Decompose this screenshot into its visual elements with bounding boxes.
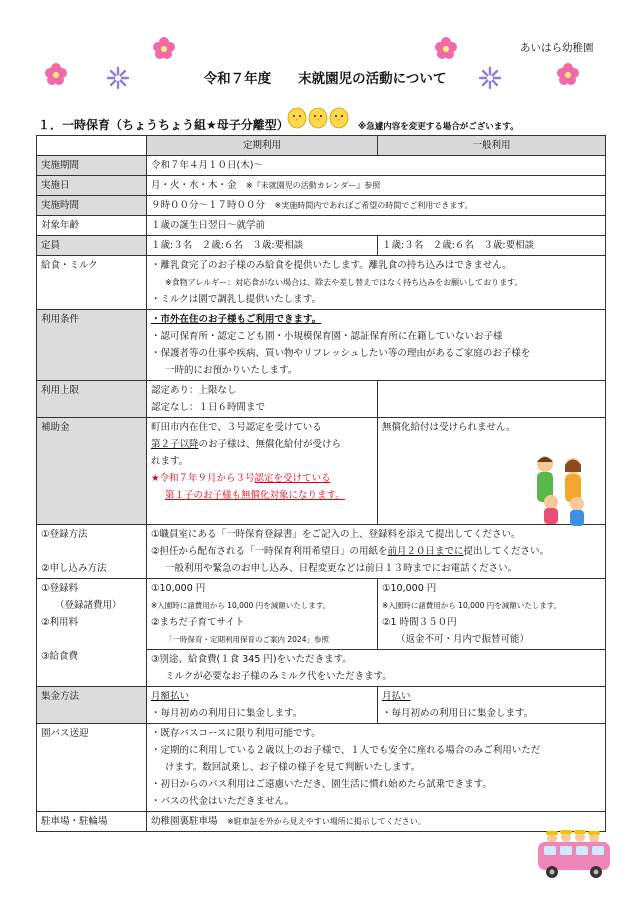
header-blank (37, 136, 147, 156)
bus-line: ・既存バスコースに限り利用可能です。 (151, 728, 321, 739)
registration-cell (147, 525, 606, 579)
subsidy-line: 第１子のお子様も無償化対象になります。 (165, 490, 345, 501)
conditions-line: ・保護者等の仕事や疾病、買い物やリフレッシュしたい等の理由があるご家庭のお子様を (151, 348, 531, 359)
meal-allergy-note: ※食物アレルギー：対応食がない場合は、除去や差し替えではなく持ち込みをお願いしております。 (165, 278, 523, 287)
conditions-line: ・市外在住のお子様もご利用できます。 (151, 314, 322, 325)
table-row (37, 156, 606, 176)
flower-icon (152, 36, 176, 60)
row-label: 実施期間 (37, 156, 147, 176)
table-row (37, 381, 606, 418)
parking-cell (147, 812, 606, 832)
bus-line: ・初日からのバス利用はご遠慮いただき、園生活に慣れ始めたら試乗できます。 (151, 779, 492, 790)
row-label: ②申し込み方法 (41, 563, 107, 574)
subsidy-line: 町田市内在住で、３号認定を受けている (151, 422, 322, 433)
conditions-cell (147, 310, 606, 381)
fee-value: ②1 時間３５０円 (382, 617, 457, 628)
flower-icon (556, 62, 580, 86)
row-label: ②利用料 (41, 617, 79, 628)
table-row (37, 256, 606, 310)
row-label: 園バス送迎 (37, 724, 147, 812)
meal-fee-line: ミルクが必要なお子様のみミルク代をいただきます。 (165, 671, 392, 682)
parking-note: ※駐車証を外から見えやすい場所に掲示してください。 (227, 817, 426, 826)
meal-line: ・離乳食完了のお子様のみ給食を提供いたします。離乳食の持ち込みはできません。 (151, 260, 512, 271)
header-general: 一般利用 (378, 136, 606, 156)
row-label: 給食・ミルク (37, 256, 147, 310)
fees-general (378, 579, 606, 650)
limit-general (378, 381, 606, 418)
time-cell (147, 196, 606, 216)
bus-cell (147, 724, 606, 812)
row-label: 集金方法 (37, 687, 147, 724)
parking-value: 幼稚園裏駐車場 (151, 816, 218, 827)
table-row (37, 216, 606, 236)
age-value: １歳の誕生日翌日～就学前 (147, 216, 606, 236)
subsidy-line (151, 470, 373, 487)
table-row (37, 687, 606, 724)
row-label: ①登録方法 (41, 529, 88, 540)
days-value: 月・火・水・木・金 (151, 180, 237, 191)
row-label: 定員 (37, 236, 147, 256)
table-row (37, 724, 606, 812)
fees-regular (147, 579, 378, 650)
bus-line: ・バスの代金はいただきません。 (151, 796, 295, 807)
row-label: （登録諸費用） (55, 600, 122, 611)
row-label: 実施時間 (37, 196, 147, 216)
section-heading: １．一時保育（ちょうちょう組★母子分離型） (38, 118, 289, 132)
meal-line: ・ミルクは園で調乳し提供いたします。 (151, 294, 322, 305)
time-value: ９時００分～１７時００分 (151, 200, 266, 211)
star-flower-icon (106, 66, 130, 90)
collection-title: 月払い (382, 691, 411, 702)
fee-note: ※入園時に諸費用から 10,000 円を減額いたします。 (151, 601, 331, 610)
row-label: 対象年齢 (37, 216, 147, 236)
period-value: 令和７年４月１０日(木)～ (147, 156, 606, 176)
meal-fee-line: ③別途、給食費(１食 345 円)をいただきます。 (151, 654, 352, 665)
table-row (37, 525, 606, 579)
limit-cell (147, 381, 378, 418)
registration-text: ②担任から配布される「一時保育利用希望日」の用紙を (151, 546, 388, 557)
registration-text: 提出してください。 (463, 546, 550, 557)
table-row (37, 196, 606, 216)
school-bus-illustration (534, 830, 614, 880)
section-note: ※急遽内容を変更する場合がございます。 (358, 122, 519, 132)
registration-line (151, 543, 601, 560)
time-note: ※実施時間内であればご希望の時間でご利用できます。 (274, 201, 473, 210)
limit-line: 認定なし：１日６時間まで (151, 402, 266, 413)
table-row (37, 236, 606, 256)
row-label: ①登録料 (41, 583, 79, 594)
conditions-line: 一時的にお預かりいたします。 (165, 365, 298, 376)
registration-labels (37, 525, 147, 579)
row-label: 実施日 (37, 176, 147, 196)
limit-line: 認定あり：上限なし (151, 385, 237, 396)
chicks-illustration (286, 104, 350, 130)
table-row (37, 579, 606, 650)
bus-line: けます。数回試乗し、お子様の様子を見て判断いたします。 (165, 762, 420, 773)
row-label: 利用条件 (37, 310, 147, 381)
subsidy-general: 無償化給付は受けられません。 (378, 418, 606, 525)
registration-line: ①職員室にある「一時保育登録書」をご記入の上、登録料を添えて提出してください。 (151, 529, 521, 540)
fee-note: （返金不可・月内で振替可能） (396, 634, 530, 645)
conditions-line: ・認可保育所・認定こども園・小規模保育園・認証保育所に在籍していないお子様 (151, 331, 503, 342)
subsidy-line (151, 436, 373, 453)
collection-regular (147, 687, 378, 724)
table-header-row (37, 136, 606, 156)
meal-fee-cell (147, 650, 606, 687)
bus-line: ・定期的に利用している２歳以上のお子様で、１人でも安全に座れる場合のみご利用いただ (151, 745, 541, 756)
header-regular: 定期利用 (147, 136, 378, 156)
page-title: 令和７年度 末就園児の活動について (203, 71, 447, 87)
family-illustration (521, 450, 601, 530)
capacity-regular: １歳:３名 ２歳:６名 ３歳:要相談 (147, 236, 378, 256)
row-label: 利用上限 (37, 381, 147, 418)
subsidy-highlight: 第２子以降 (151, 439, 199, 450)
subsidy-red-text: ★令和７年９月から３号 (151, 473, 255, 484)
collection-text: ・毎月初めの利用日に集金します。 (382, 708, 534, 719)
fee-value: ①10,000 円 (151, 583, 206, 594)
collection-general (378, 687, 606, 724)
registration-line: 一般利用や緊急のお申し込み、日程変更などは前日１３時までにお電話ください。 (165, 563, 518, 574)
collection-text: ・毎月初めの利用日に集金します。 (151, 708, 303, 719)
row-label: 補助金 (37, 418, 147, 525)
meal-cell (147, 256, 606, 310)
flower-icon (434, 36, 458, 60)
row-label: 駐車場・駐輪場 (37, 812, 147, 832)
subsidy-red-highlight: 認定を受けている (254, 473, 331, 484)
subsidy-text: のお子様は、無償化給付が受けら (198, 439, 342, 450)
days-cell (147, 176, 606, 196)
flower-icon (44, 62, 68, 86)
subsidy-regular (147, 418, 378, 525)
fee-note: ※入園時に諸費用から 10,000 円を減額いたします。 (382, 601, 562, 610)
row-label: ③給食費 (41, 651, 79, 662)
school-name: あいはら幼稚園 (520, 42, 594, 54)
registration-deadline: 前月２０日までに (387, 546, 464, 557)
days-note: ※『未就園児の活動カレンダー』参照 (246, 181, 381, 190)
table-row (37, 310, 606, 381)
fee-note: 「一時保育・定期利用保育のご案内 2024」参照 (165, 635, 329, 644)
table-row (37, 176, 606, 196)
fee-labels (37, 579, 147, 687)
capacity-general: １歳:３名 ２歳:６名 ３歳:要相談 (378, 236, 606, 256)
collection-title: 月額払い (151, 691, 190, 702)
fee-value: ②まちだ子育てサイト (151, 617, 245, 628)
table-row (37, 812, 606, 832)
subsidy-line: れます。 (151, 456, 189, 467)
fee-value: ①10,000 円 (382, 583, 437, 594)
